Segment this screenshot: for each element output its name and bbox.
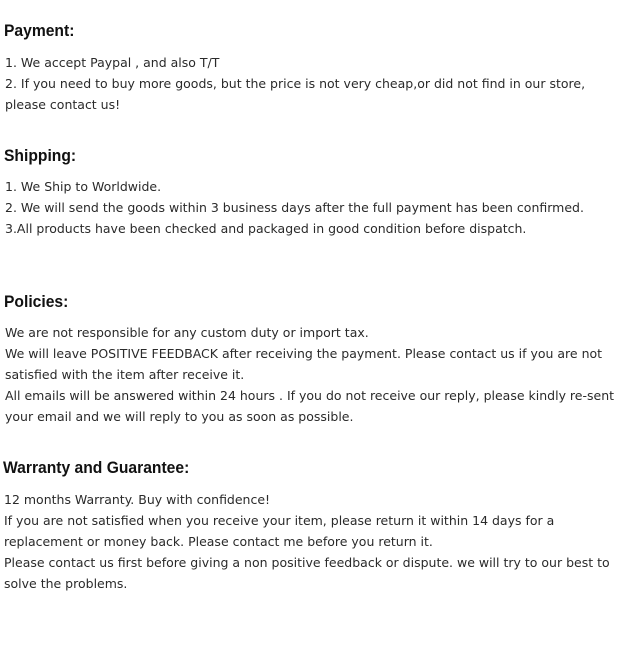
- policies-heading: Policies:: [4, 292, 69, 311]
- warranty-line: If you are not satisfied when you receive your item, please return it within 14 days for a replacement or money back. Please contact me before you return it.: [4, 513, 555, 549]
- policies-line: We are not responsible for any custom duty or import tax.: [5, 325, 369, 340]
- warranty-line: Please contact us first before giving a non positive feedback or dispute. we will try to our best to solve the problems.: [4, 555, 610, 591]
- policies-line: We will leave POSITIVE FEEDBACK after receiving the payment. Please contact us if you are not satisfied with the item after receive it.: [5, 346, 603, 382]
- payment-line: 1. We accept Paypal , and also T/T: [5, 55, 220, 70]
- shipping-heading: Shipping:: [4, 146, 77, 165]
- payment-line: 2. If you need to buy more goods, but the price is not very cheap,or did not find in our store, please contact us!: [5, 76, 586, 112]
- shipping-lines: [0, 176, 630, 239]
- policies-section: [0, 290, 630, 427]
- shipping-line: 2. We will send the goods within 3 business days after the full payment has been confirmed.: [5, 200, 584, 215]
- warranty-section: [0, 456, 630, 594]
- payment-section: [0, 19, 630, 115]
- payment-lines: [0, 52, 630, 115]
- shipping-line: 1. We Ship to Worldwide.: [5, 179, 162, 194]
- policies-lines: [0, 322, 630, 427]
- shipping-section: [0, 144, 630, 239]
- warranty-line: 12 months Warranty. Buy with confidence!: [4, 492, 271, 507]
- shipping-line: 3.All products have been checked and packaged in good condition before dispatch.: [5, 221, 527, 236]
- warranty-heading: Warranty and Guarantee:: [3, 458, 190, 477]
- policies-line: All emails will be answered within 24 hours . If you do not receive our reply, please kindly re-sent your email and we will reply to you as soon as possible.: [5, 388, 615, 424]
- warranty-lines: [0, 489, 630, 594]
- payment-heading: Payment:: [4, 21, 75, 40]
